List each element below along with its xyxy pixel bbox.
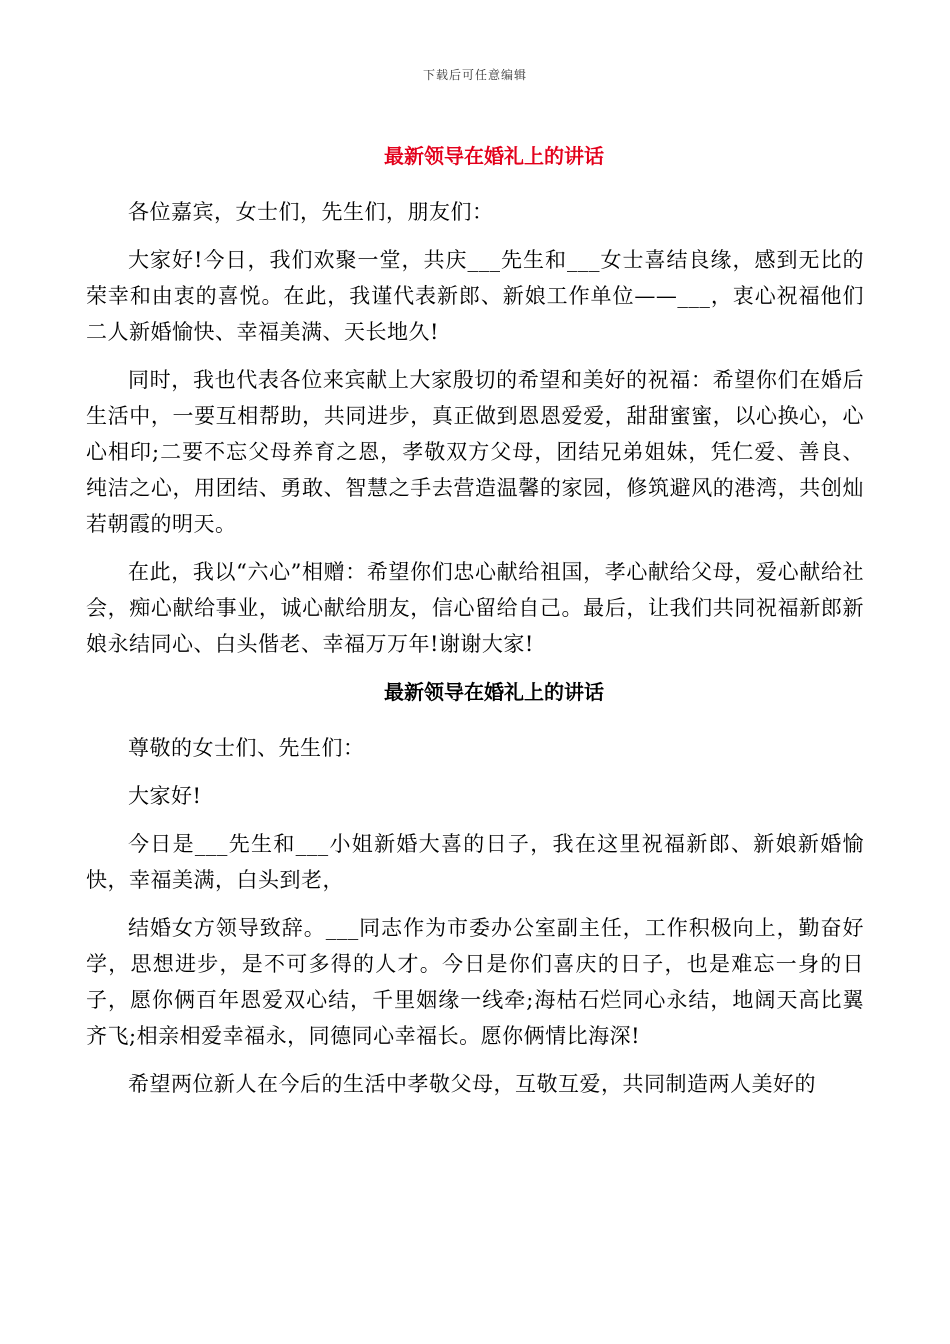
speech-1-paragraph: 同时，我也代表各位来宾献上大家殷切的希望和美好的祝福：希望你们在婚后生活中，一要互相帮助，共同进步，真正做到恩恩爱爱，甜甜蜜蜜，以心换心，心心相印;二要不忘父母养育之恩，孝敬双方父母，团结兄弟姐妹，凭仁爱、善良、纯洁之心，用团结、勇敢、智慧之手去营造温馨的家园，修筑避风的港湾，共创灿若朝霞的明天。: [86, 368, 864, 536]
speech-2-paragraph: 今日是___先生和___小姐新婚大喜的日子，我在这里祝福新郎、新娘新婚愉快，幸福美满，白头到老，: [86, 832, 864, 892]
speech-1-title: 最新领导在婚礼上的讲话: [384, 144, 604, 168]
download-note: 下载后可任意编辑: [422, 68, 527, 82]
speech-2-paragraph: 大家好!: [128, 784, 202, 808]
speech-2-paragraph: 希望两位新人在今后的生活中孝敬父母，互敬互爱，共同制造两人美好的: [128, 1072, 816, 1096]
speech-1-paragraph: 在此，我以“六心”相赠：希望你们忠心献给祖国，孝心献给父母，爱心献给社会，痴心献给事业，诚心献给朋友，信心留给自己。最后，让我们共同祝福新郎新娘永结同心、白头偕老、幸福万万年!谢谢大家!: [86, 560, 864, 656]
document-body: [86, 138, 864, 1114]
speech-2-title: 最新领导在婚礼上的讲话: [384, 680, 604, 704]
speech-1-paragraph: 各位嘉宾，女士们，先生们，朋友们：: [128, 200, 494, 224]
speech-2-paragraph: 尊敬的女士们、先生们：: [128, 736, 365, 760]
speech-2-paragraph: 结婚女方领导致辞。___同志作为市委办公室副主任，工作积极向上，勤奋好学，思想进步，是不可多得的人才。今日是你们喜庆的日子，也是难忘一身的日子，愿你俩百年恩爱双心结，千里姻缘一线牵;海枯石烂同心永结，地阔天高比翼齐飞;相亲相爱幸福永，同德同心幸福长。愿你俩情比海深!: [86, 916, 864, 1048]
speech-1-paragraph: 大家好!今日，我们欢聚一堂，共庆___先生和___女士喜结良缘，感到无比的荣幸和由衷的喜悦。在此，我谨代表新郎、新娘工作单位——___，衷心祝福他们二人新婚愉快、幸福美满、天长地久!: [86, 248, 864, 344]
